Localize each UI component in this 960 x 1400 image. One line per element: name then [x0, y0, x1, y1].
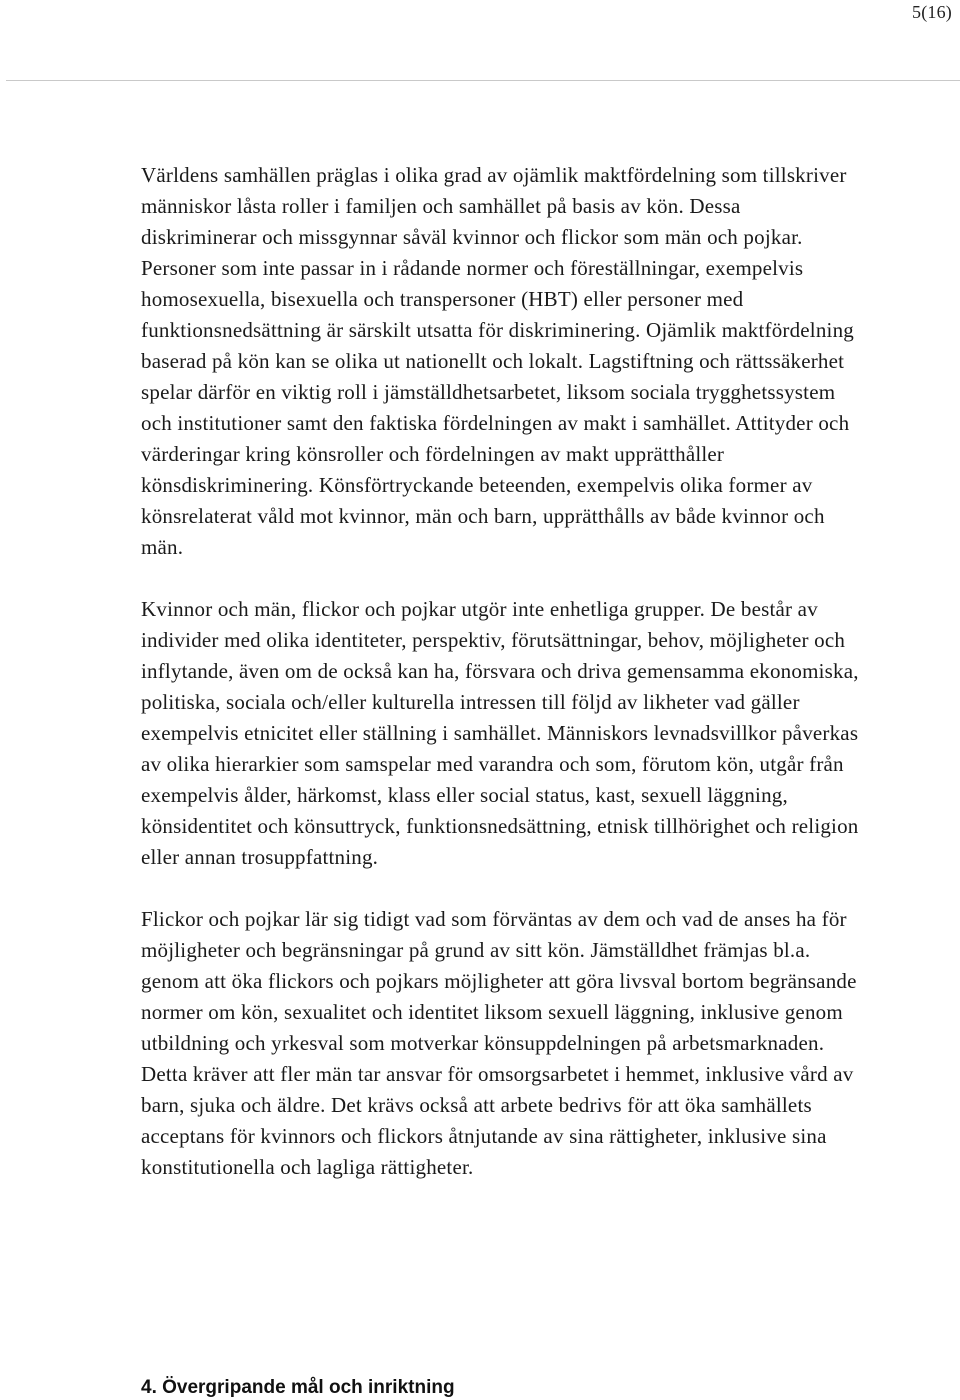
header-divider [6, 80, 960, 81]
section-heading: 4. Övergripande mål och inriktning [141, 1377, 455, 1398]
paragraph-children-norms: Flickor och pojkar lär sig tidigt vad som förväntas av dem och vad de anses ha för möjligheter och begränsningar på grund av sitt kön. Jämställdhet främjas bl.a. genom att öka flickors och pojkars möjligheter att göra livsval bortom begränsande normer om kön, sexualitet och identitet liksom sexuell läggning, inklusive genom utbildning och yrkesval som motverkar könsuppdelningen på arbetsmarknaden. Detta kräver att fler män tar ansvar för omsorgsarbetet i hemmet, inklusive vård av barn, sjuka och äldre. Det krävs också att arbete bedrivs för att öka samhällets acceptans för kvinnors och flickors åtnjutande av sina rättigheter, inklusive sina konstitutionella och lagliga rättigheter. [141, 907, 857, 1179]
paragraph-group-diversity: Kvinnor och män, flickor och pojkar utgör inte enhetliga grupper. De består av individer med olika identiteter, perspektiv, förutsättningar, behov, möjligheter och inflytande, även om de också kan ha, försvara och driva gemensamma ekonomiska, politiska, sociala och/eller kulturella intressen till följd av likheter vad gäller exempelvis etnicitet eller ställning i samhället. Människors levnadsvillkor påverkas av olika hierarkier som samspelar med varandra och som, förutom kön, utgår från exempelvis ålder, härkomst, klass eller social status, kast, sexuell läggning, könsidentitet och könsuttryck, funktionsnedsättning, etnisk tillhörighet och religion eller annan trosuppfattning. [141, 597, 859, 869]
paragraph-power-distribution: Världens samhällen präglas i olika grad av ojämlik maktfördelning som tillskriver människor låsta roller i familjen och samhället på basis av kön. Dessa diskriminerar och missgynnar såväl kvinnor och flickor som män och pojkar. Personer som inte passar in i rådande normer och föreställningar, exempelvis homosexuella, bisexuella och transpersoner (HBT) eller personer med funktionsnedsättning är särskilt utsatta för diskriminering. Ojämlik maktfördelning baserad på kön kan se olika ut nationellt och lokalt. Lagstiftning och rättssäkerhet spelar därför en viktig roll i jämställdhetsarbetet, liksom sociala trygghetssystem och institutioner samt den faktiska fördelningen av makt i samhället. Attityder och värderingar kring könsroller och fördelningen av makt upprätthåller könsdiskriminering. Könsförtryckande beteenden, exempelvis olika former av könsrelaterat våld mot kvinnor, män och barn, upprätthålls av både kvinnor och män. [141, 163, 854, 559]
body-text [141, 160, 861, 1214]
page-number: 5(16) [912, 2, 952, 22]
